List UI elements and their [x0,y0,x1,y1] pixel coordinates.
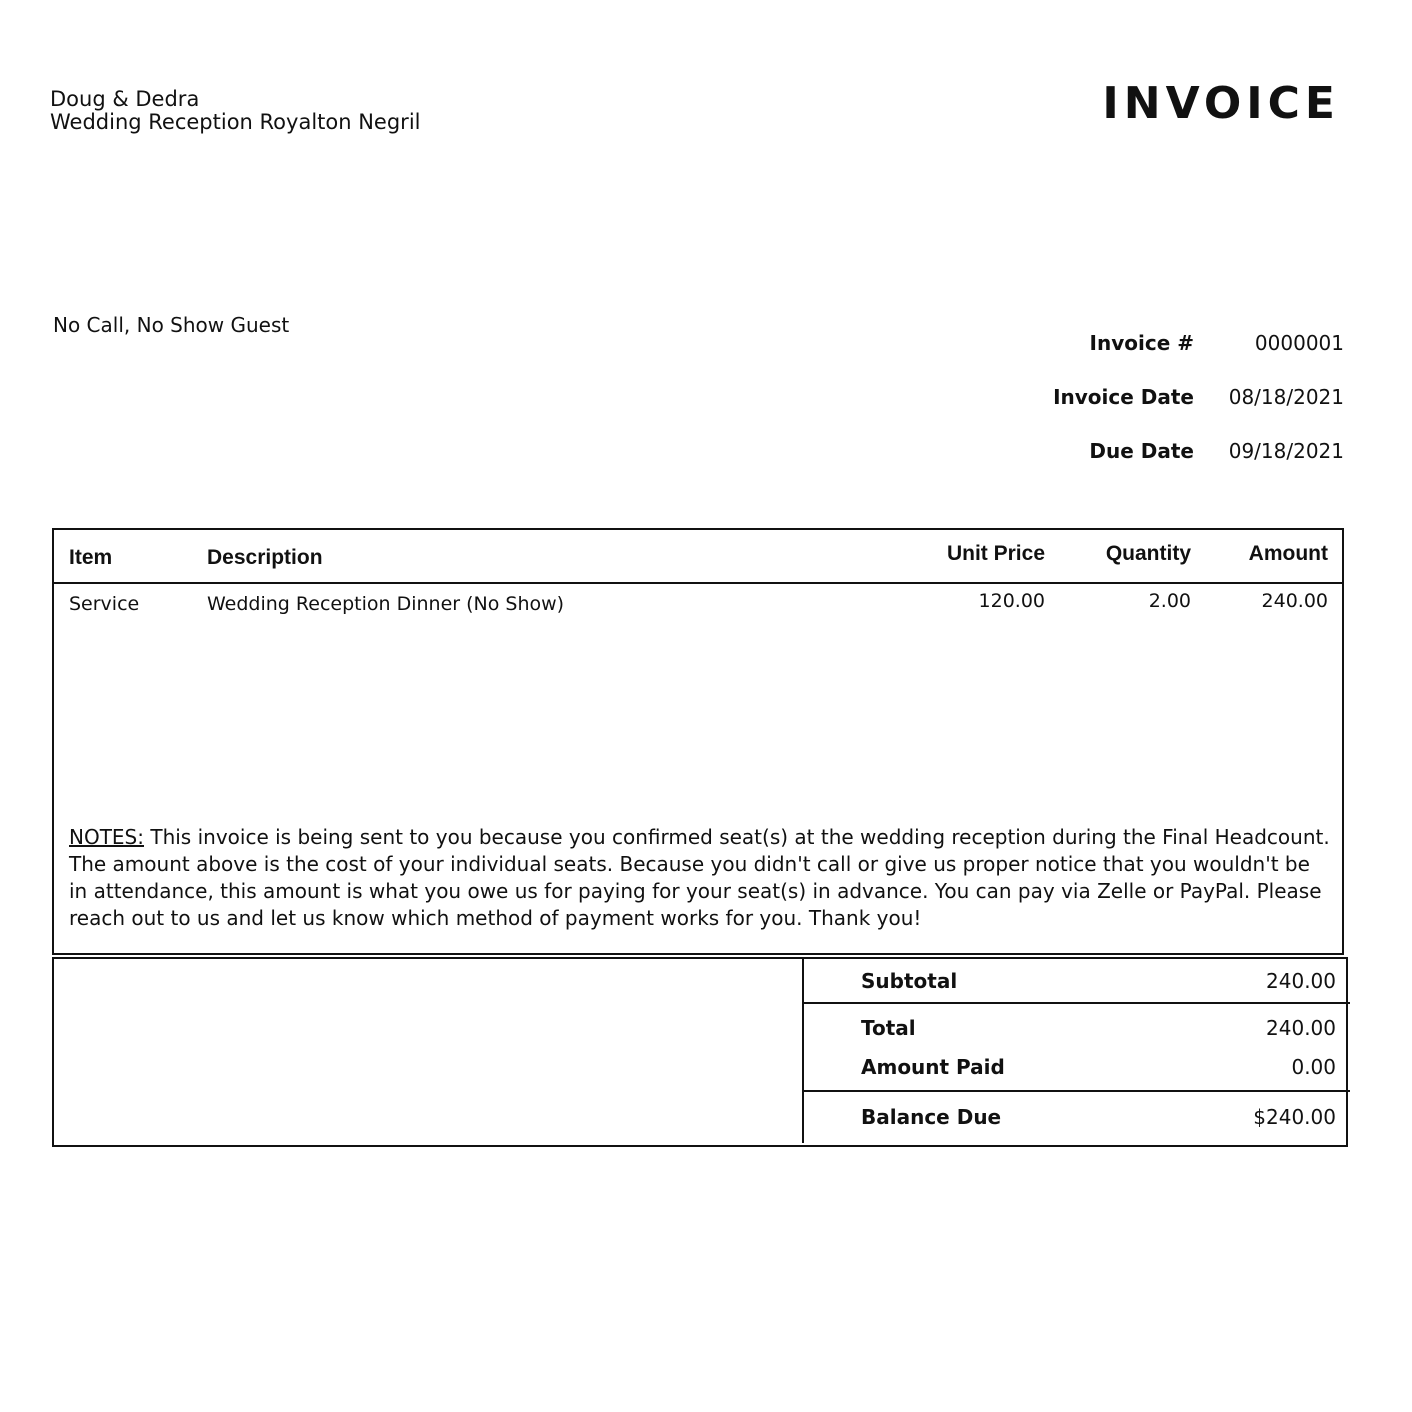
header-quantity: Quantity [1105,542,1191,565]
sender-name: Doug & Dedra [50,87,200,111]
header-item: Item [69,546,113,569]
subtotal-value: 240.00 [1266,969,1336,993]
invoice-number-row [974,331,1344,355]
due-date-row [974,439,1344,463]
row-description: Wedding Reception Dinner (No Show) [207,593,565,615]
invoice-number-value: 0000001 [1254,331,1344,355]
balance-due-value: $240.00 [1253,1105,1336,1129]
due-date-label: Due Date [1089,439,1194,463]
divider [804,1090,1350,1092]
balance-due-label: Balance Due [861,1105,1002,1129]
invoice-number-label: Invoice # [1089,331,1194,355]
amount-paid-value: 0.00 [1291,1055,1336,1079]
invoice-date-value: 08/18/2021 [1228,385,1344,409]
total-label: Total [861,1016,916,1040]
notes [69,824,1334,932]
row-amount: 240.00 [1261,590,1328,612]
divider [804,1002,1350,1004]
notes-label: NOTES: [69,825,144,849]
line-items-table [52,528,1344,955]
due-date-value: 09/18/2021 [1228,439,1344,463]
sender-event: Wedding Reception Royalton Negril [50,110,421,134]
bill-to: No Call, No Show Guest [53,313,290,337]
table-header [54,530,1342,584]
row-quantity: 2.00 [1148,590,1191,612]
header-unit-price: Unit Price [946,542,1045,565]
row-unit-price: 120.00 [978,590,1045,612]
sender-block [50,88,420,134]
subtotal-label: Subtotal [861,969,958,993]
invoice-date-row [974,385,1344,409]
totals-section [52,957,1348,1147]
total-value: 240.00 [1266,1016,1336,1040]
notes-text: This invoice is being sent to you because you confirmed seat(s) at the wedding reception during the Final Headcount. The amount above is the cost of your individual seats. Because you didn't call or give us proper notice that you wouldn't be in attendance, this amount is what you owe us for paying for your seat(s) in advance. You can pay via Zelle or PayPal. Please reach out to us and let us know which method of payment works for you. Thank you! [69,825,1330,930]
invoice-title: INVOICE [1102,78,1340,129]
row-item: Service [69,593,140,615]
invoice-date-label: Invoice Date [1053,385,1194,409]
totals-box [802,959,1350,1143]
amount-paid-label: Amount Paid [861,1055,1005,1079]
header-amount: Amount [1248,542,1328,565]
header-description: Description [207,546,323,569]
